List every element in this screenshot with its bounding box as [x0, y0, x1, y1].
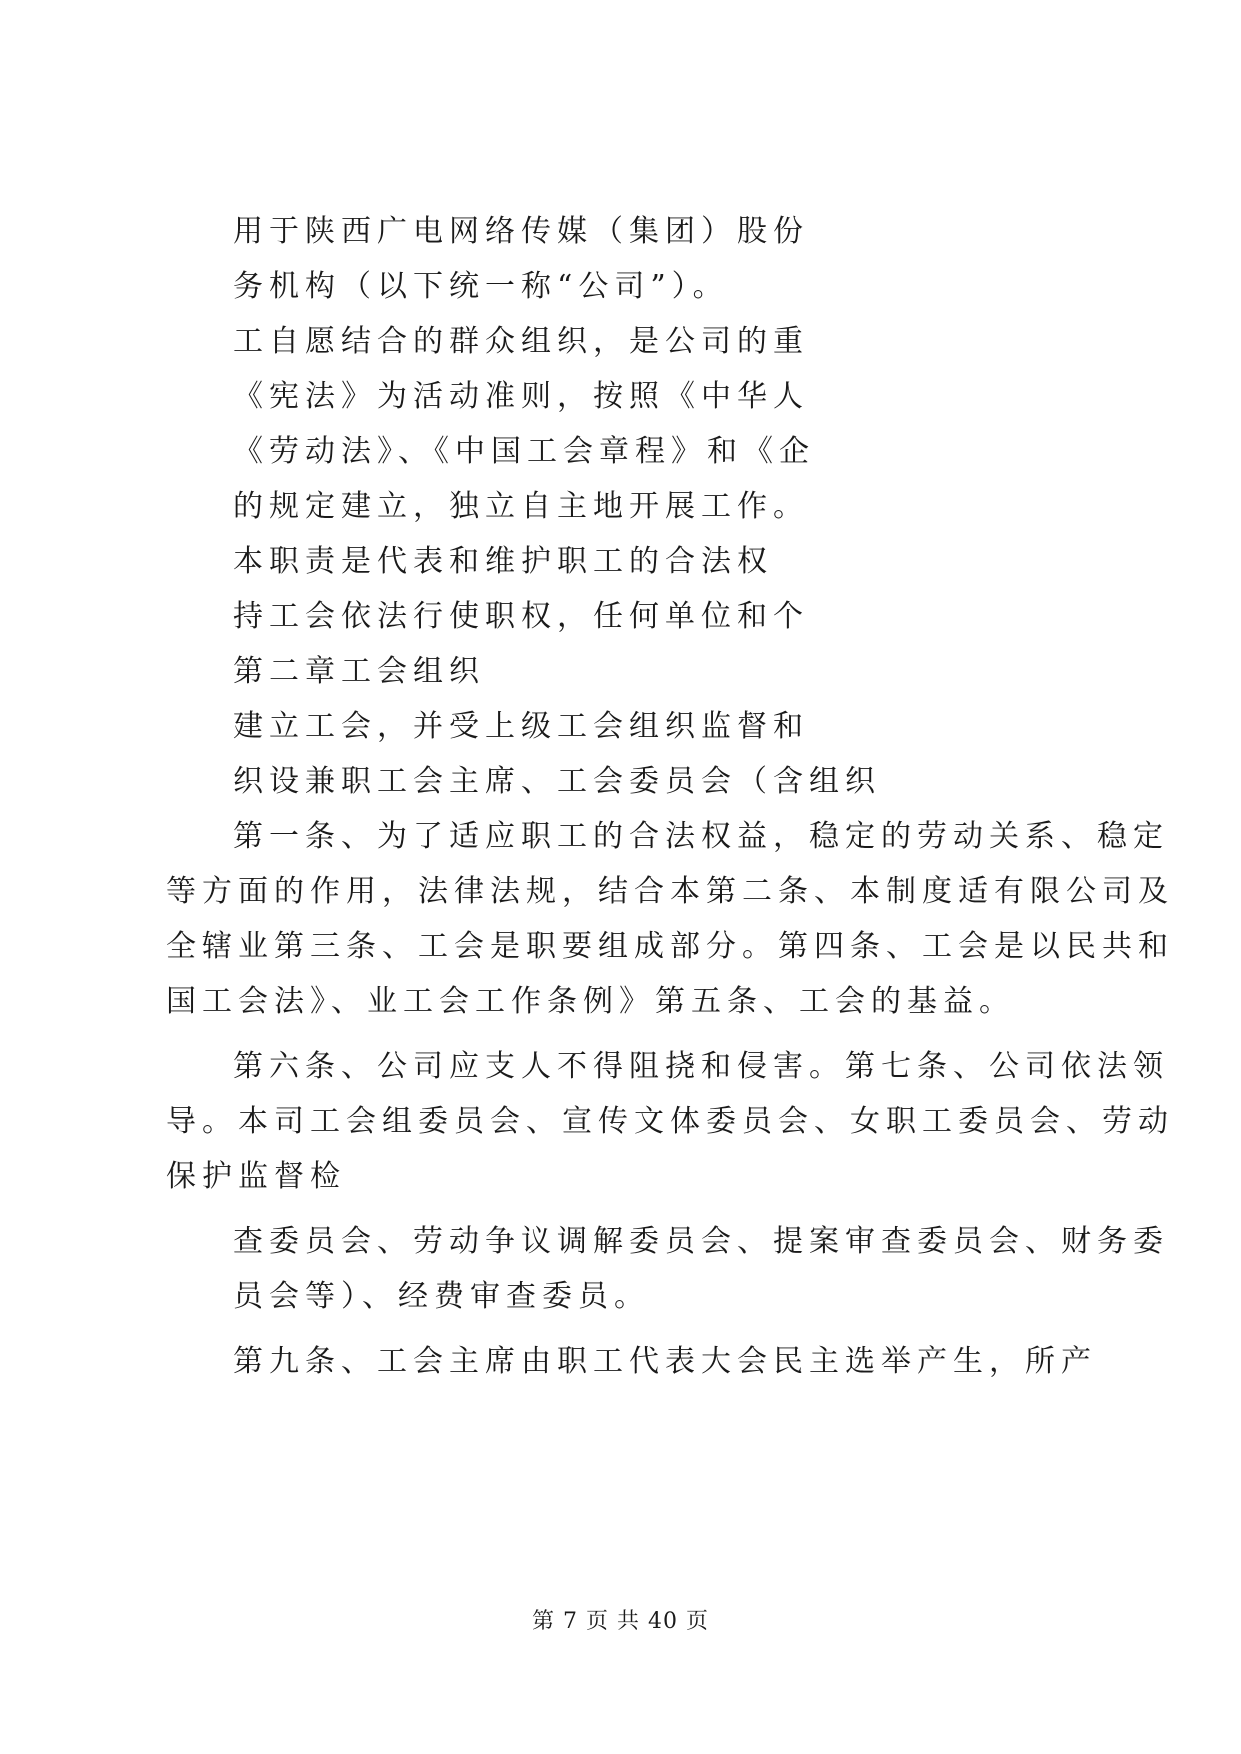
- text-line: 务机构（以下统一称“公司”）。: [233, 269, 729, 304]
- text-line: 等方面的作用，法律法规，结合本第二条、本制度适有限公司及: [166, 874, 1174, 909]
- text-line: 第九条、工会主席由职工代表大会民主选举产生，所产: [233, 1344, 1097, 1379]
- text-line: 国工会法》、业工会工作条例》第五条、工会的基益。: [166, 984, 1015, 1019]
- text-line: 用于陕西广电网络传媒（集团）股份: [233, 214, 809, 249]
- text-line: 工自愿结合的群众组织，是公司的重: [233, 324, 809, 359]
- text-line: 持工会依法行使职权，任何单位和个: [233, 599, 809, 634]
- text-line: 全辖业第三条、工会是职要组成部分。第四条、工会是以民共和: [166, 929, 1174, 964]
- text-line: 建立工会，并受上级工会组织监督和: [233, 709, 809, 744]
- text-line: 第一条、为了适应职工的合法权益，稳定的劳动关系、稳定: [233, 819, 1169, 854]
- text-line: 导。本司工会组委员会、宣传文体委员会、女职工委员会、劳动: [166, 1104, 1174, 1139]
- text-line: 第六条、公司应支人不得阻挠和侵害。第七条、公司依法领: [233, 1049, 1169, 1084]
- text-line: 保护监督检: [166, 1159, 346, 1194]
- text-line: 本职责是代表和维护职工的合法权: [233, 544, 773, 579]
- text-line: 《劳动法》、《中国工会章程》和《企: [233, 434, 815, 469]
- section-heading: 第二章工会组织: [233, 654, 485, 689]
- text-line: 的规定建立，独立自主地开展工作。: [233, 489, 809, 524]
- page-footer: 第 7 页 共 40 页: [532, 1609, 709, 1634]
- text-line: 织设兼职工会主席、工会委员会（含组织: [233, 764, 881, 799]
- text-line: 员会等）、经费审查委员。: [233, 1279, 650, 1314]
- text-line: 查委员会、劳动争议调解委员会、提案审查委员会、财务委: [233, 1224, 1169, 1259]
- text-line: 《宪法》为活动准则，按照《中华人: [233, 379, 809, 414]
